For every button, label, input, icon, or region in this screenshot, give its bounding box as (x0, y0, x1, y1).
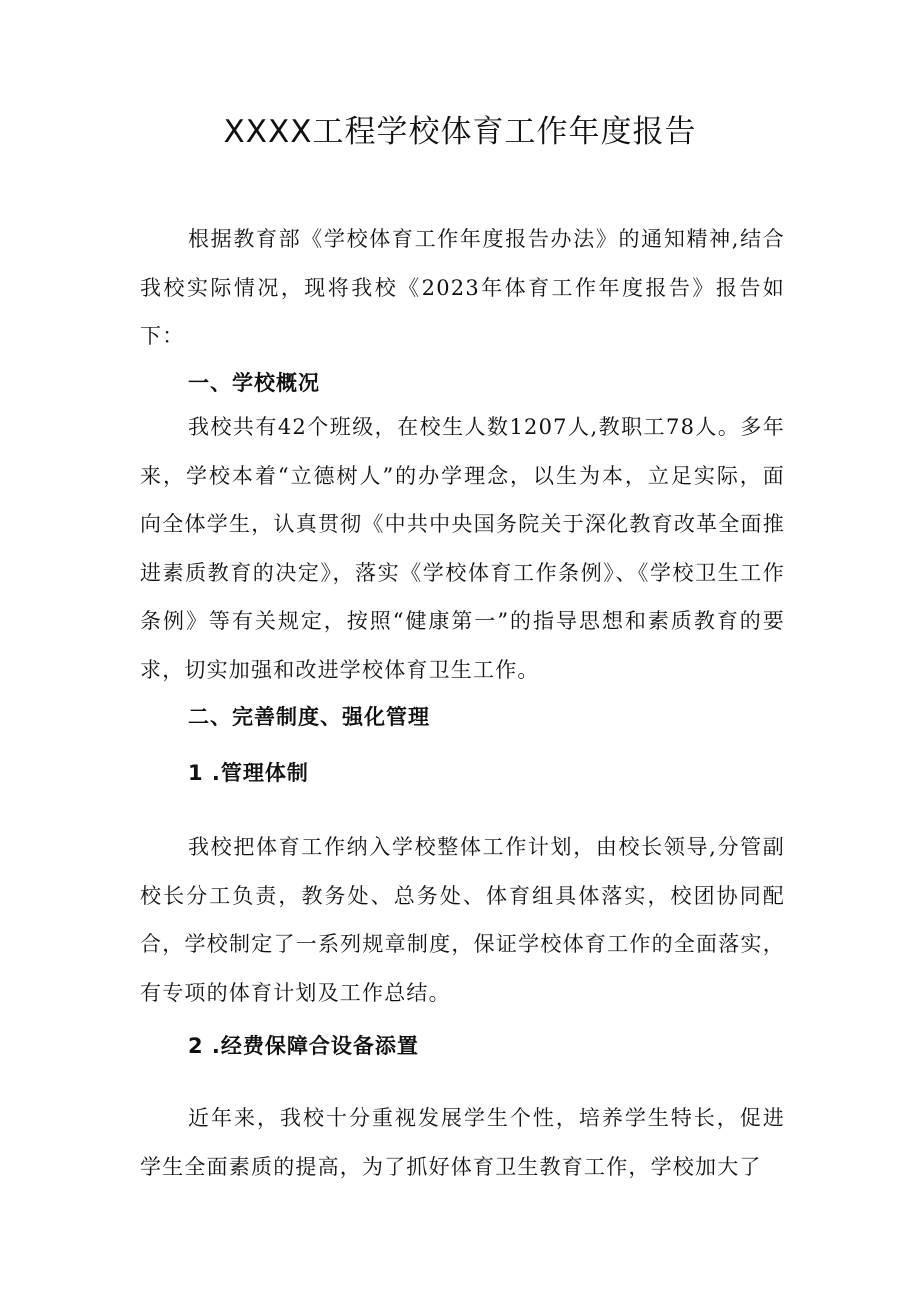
subheading-funding: 2 .经费保障合设备添置 (188, 1034, 419, 1058)
document-title: XXXX工程学校体育工作年度报告 (223, 114, 697, 150)
funding-paragraph: 近年来，我校十分重视发展学生个性，培养学生特长，促进学生全面素质的提高，为了抓好体育卫生教育工作，学校加大了 (140, 1106, 785, 1179)
overview-paragraph: 我校共有42个班级，在校生人数1207人,教职工78人。多年来，学校本着“立德树人”的办学理念，以生为本，立足实际，面向全体学生，认真贯彻《中共中央国务院关于深化教育改革全面推进素质教育的决定》，落实《学校体育工作条例》、《学校卫生工作条例》等有关规定，按照“健康第一”的指导思想和素质教育的要求，切实加强和改进学校体育卫生工作。 (140, 415, 785, 682)
management-paragraph: 我校把体育工作纳入学校整体工作计划，由校长领导,分管副校长分工负责，教务处、总务处、体育组具体落实，校团协同配合，学校制定了一系列规章制度，保证学校体育工作的全面落实，有专项的体育计划及工作总结。 (140, 835, 785, 1005)
section-heading-overview: 一、学校概况 (188, 371, 320, 395)
subheading-management-system: 1 .管理体制 (188, 761, 309, 785)
section-heading-management: 二、完善制度、强化管理 (188, 705, 430, 729)
intro-paragraph: 根据教育部《学校体育工作年度报告办法》的通知精神,结合我校实际情况，现将我校《2023年体育工作年度报告》报告如下： (140, 227, 785, 348)
